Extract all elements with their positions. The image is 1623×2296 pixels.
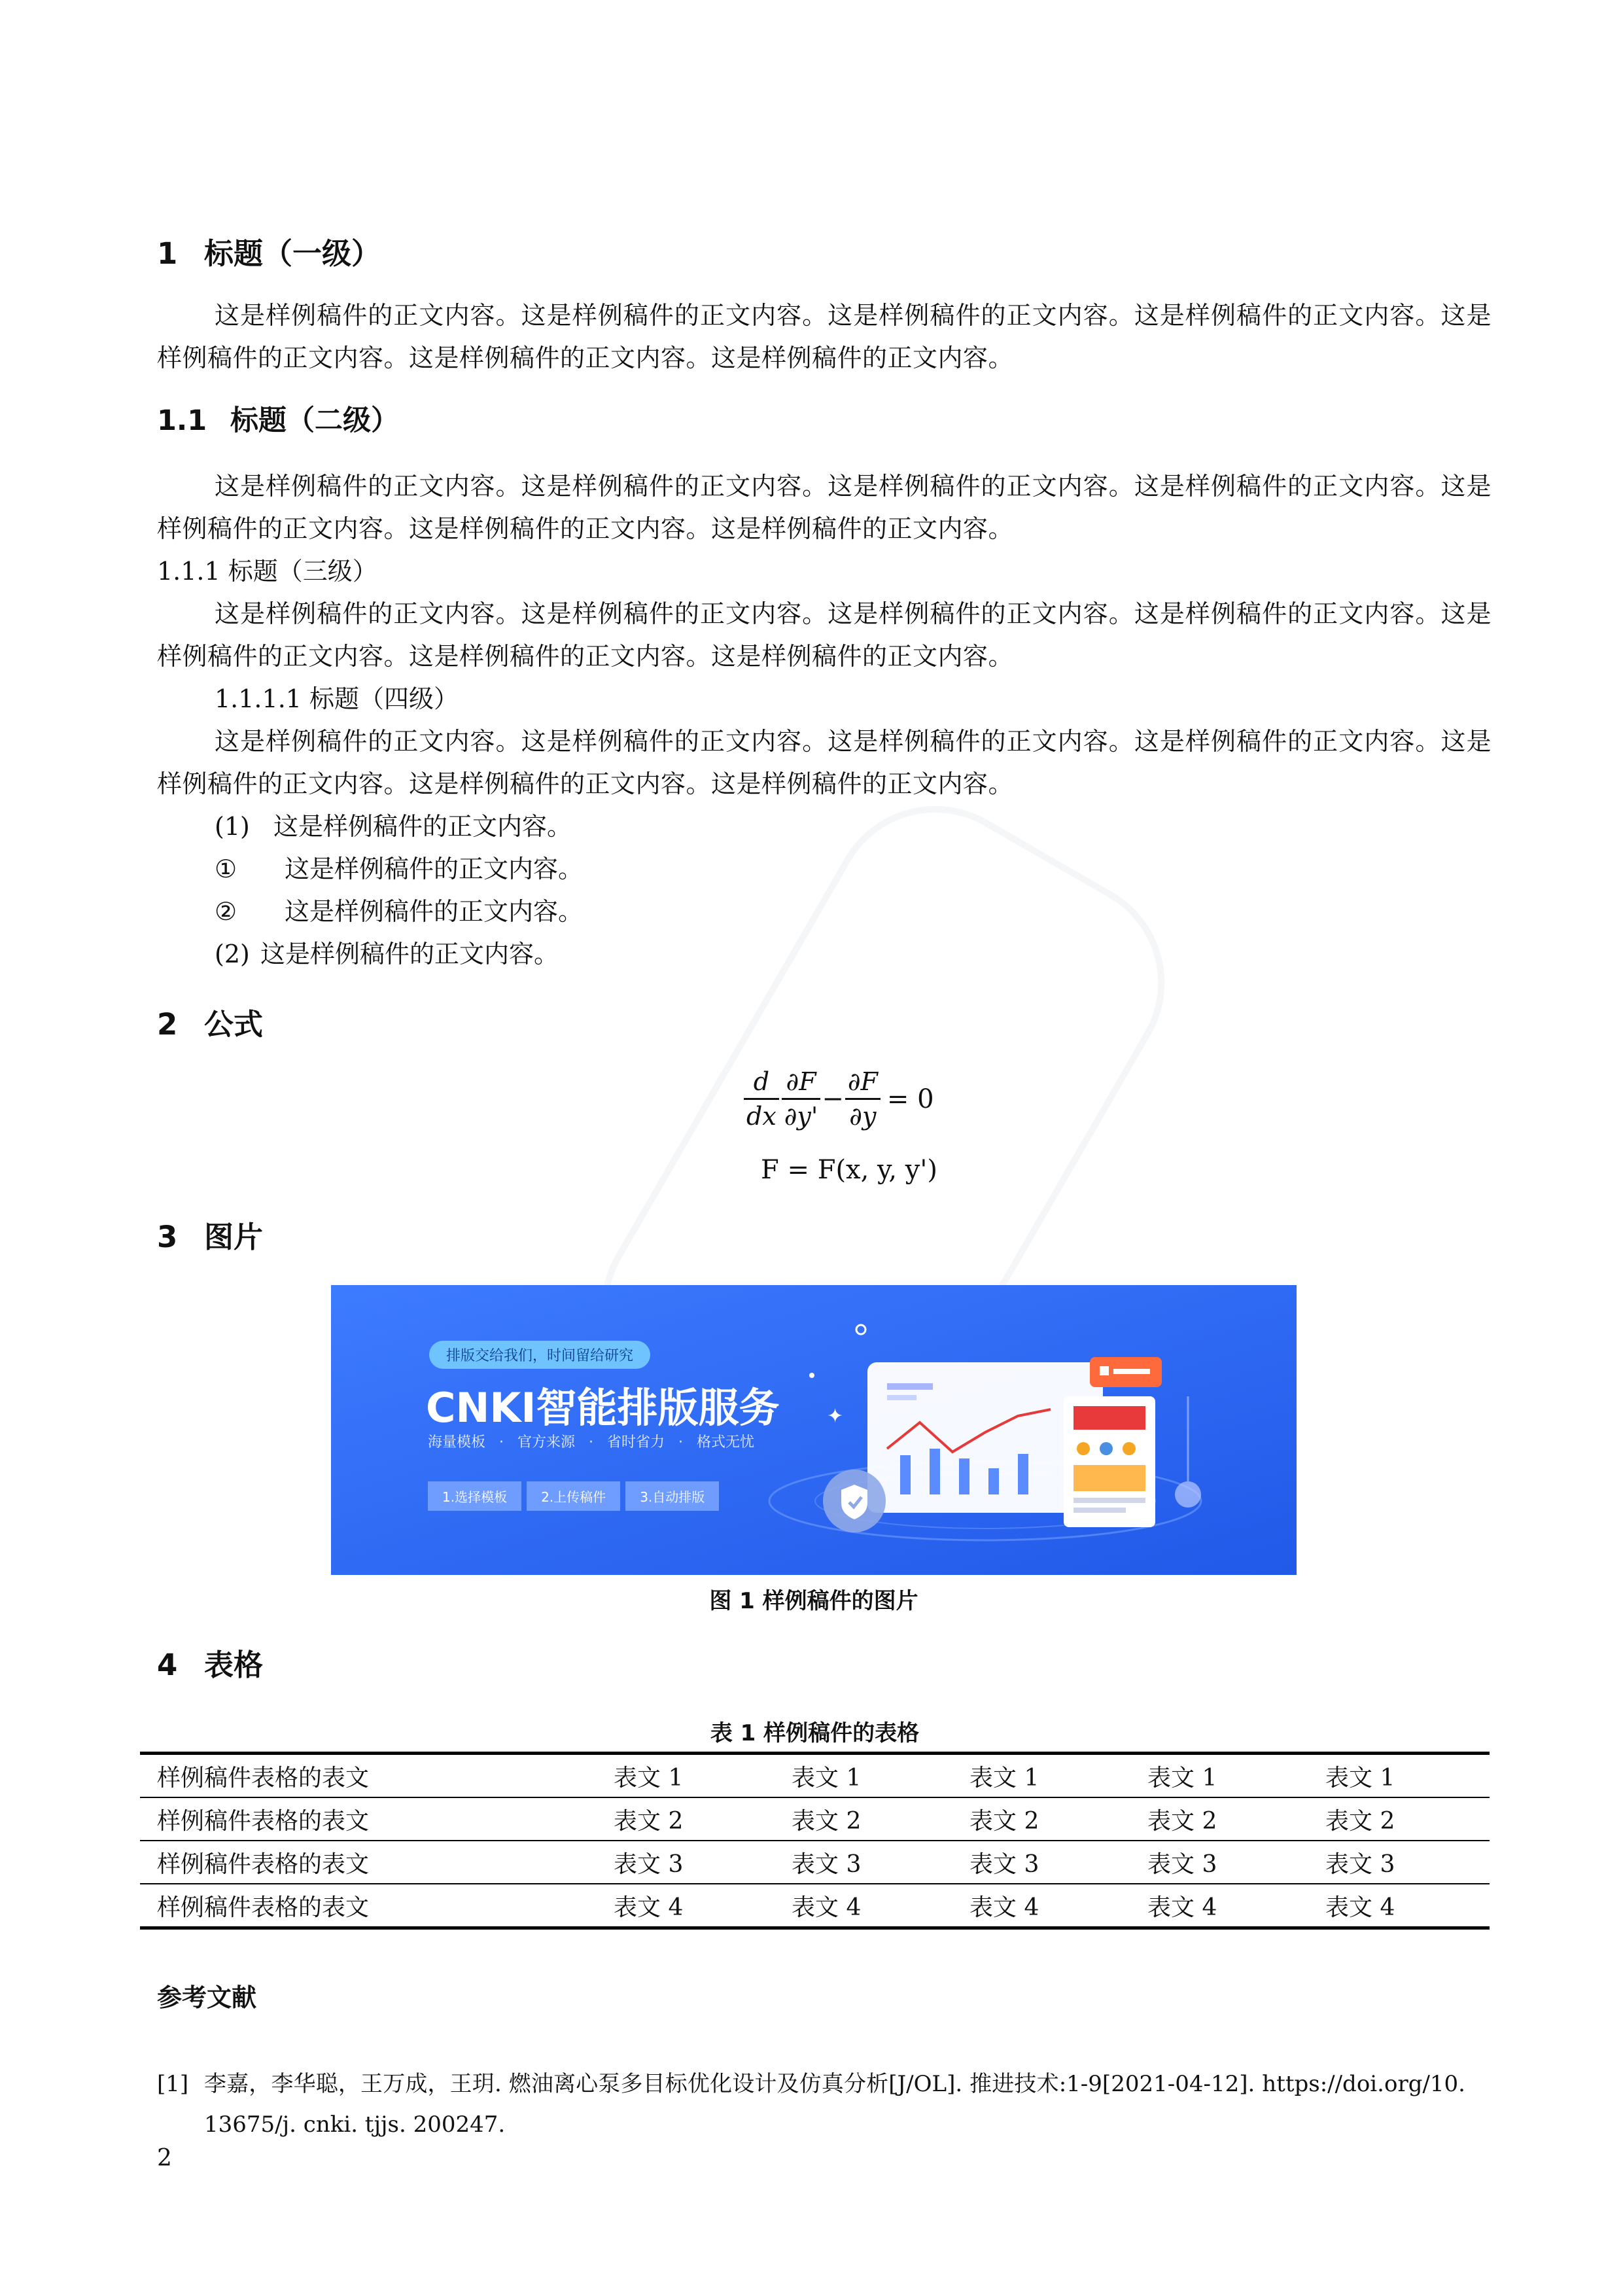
reference-index: [1]: [157, 2071, 189, 2097]
heading-number: 2: [157, 1007, 178, 1042]
table-cell: 表文 3: [1325, 1850, 1395, 1878]
step-1: 1.选择模板: [428, 1481, 521, 1511]
fraction-dF-dy: $\frac{\partial F}{\partial y}$: [845, 1065, 881, 1133]
list-text: 这是样例稿件的正文内容。: [285, 855, 584, 883]
list-item: [215, 891, 583, 933]
heading-level-1: [157, 1219, 263, 1256]
heading-level-1: [157, 1006, 263, 1043]
page-number: 2: [157, 2145, 172, 2172]
table-cell: 表文 2: [1325, 1807, 1395, 1835]
heading-title: 表格: [204, 1648, 264, 1682]
paragraph-text: 这是样例稿件的正文内容。这是样例稿件的正文内容。这是样例稿件的正文内容。这是样例稿件的正文内容。这是样例稿件的正文内容。这是样例稿件的正文内容。这是样例稿件的正文内容。: [157, 727, 1492, 798]
step-3: 3.自动排版: [625, 1481, 719, 1511]
list-marker: (2): [215, 940, 250, 968]
heading-number: 3: [157, 1220, 178, 1254]
table-cell: 样例稿件表格的表文: [157, 1807, 370, 1835]
table-cell: 表文 1: [792, 1764, 862, 1792]
svg-text:✦: ✦: [827, 1405, 844, 1428]
table-cell: 表文 1: [1325, 1764, 1395, 1792]
equation-1: [742, 1065, 934, 1133]
heading-number: 1.1.1.1: [215, 684, 302, 713]
banner-headline: CNKI智能排版服务: [426, 1384, 780, 1432]
body-paragraph: [157, 294, 1492, 380]
table-cell: 表文 2: [614, 1807, 684, 1835]
table-cell: 表文 2: [969, 1807, 1039, 1835]
table-cell: 表文 3: [1147, 1850, 1217, 1878]
heading-level-3: [157, 550, 377, 593]
heading-title: 标题（四级）: [309, 684, 459, 713]
heading-level-1: [157, 236, 381, 272]
table-cell: 样例稿件表格的表文: [157, 1764, 370, 1792]
table-cell: 表文 4: [1147, 1894, 1217, 1921]
figure-caption: 图 1 样例稿件的图片: [709, 1588, 918, 1614]
heading-title: 图片: [204, 1220, 264, 1254]
minus-sign: −: [822, 1084, 844, 1114]
promo-banner-image: [331, 1285, 1297, 1575]
paragraph-text: 这是样例稿件的正文内容。这是样例稿件的正文内容。这是样例稿件的正文内容。这是样例稿件的正文内容。这是样例稿件的正文内容。这是样例稿件的正文内容。这是样例稿件的正文内容。: [157, 472, 1492, 543]
heading-title: 标题（三级）: [228, 557, 377, 586]
heading-number: 1: [157, 236, 178, 271]
heading-level-1: [157, 1647, 263, 1684]
table-cell: 表文 3: [614, 1850, 684, 1878]
table-cell: 表文 3: [792, 1850, 862, 1878]
paragraph-text: 这是样例稿件的正文内容。这是样例稿件的正文内容。这是样例稿件的正文内容。这是样例稿件的正文内容。这是样例稿件的正文内容。这是样例稿件的正文内容。这是样例稿件的正文内容。: [157, 301, 1492, 372]
table-cell: 表文 1: [614, 1764, 684, 1792]
heading-title: 标题（一级）: [204, 236, 381, 271]
heading-number: 1.1.1: [157, 557, 220, 586]
table-cell: 表文 2: [1147, 1807, 1217, 1835]
paragraph-text: 这是样例稿件的正文内容。这是样例稿件的正文内容。这是样例稿件的正文内容。这是样例稿件的正文内容。这是样例稿件的正文内容。这是样例稿件的正文内容。这是样例稿件的正文内容。: [157, 599, 1492, 671]
table-cell: 表文 1: [1147, 1764, 1217, 1792]
list-item: [215, 848, 583, 891]
equation-2: [761, 1155, 937, 1185]
body-paragraph: [157, 593, 1492, 678]
list-text: 这是样例稿件的正文内容。: [285, 897, 584, 926]
heading-number: 1.1: [157, 404, 207, 437]
body-paragraph: [157, 465, 1492, 550]
list-text: 这是样例稿件的正文内容。: [260, 940, 559, 968]
reference-text: 李嘉，李华聪，王万成，王玥. 燃油离心泵多目标优化设计及仿真分析[J/OL]. 推进技术:1-9[2021-04-12]. https://doi.org/10. 13675/j. cnki. tjjs. 200247.: [204, 2071, 1465, 2138]
heading-number: 4: [157, 1648, 178, 1682]
banner-features: 海量模板 · 官方来源 · 省时省力 · 格式无忧: [428, 1434, 755, 1451]
list-item: [215, 805, 572, 848]
list-text: 这是样例稿件的正文内容。: [273, 812, 572, 841]
equation-2-text: F = F(x, y, y'): [761, 1155, 937, 1185]
fraction-d-dx: $\frac{d}{dx}$: [744, 1065, 779, 1133]
table-cell: 样例稿件表格的表文: [157, 1850, 370, 1878]
table-cell: 表文 4: [1325, 1894, 1395, 1921]
data-table: [140, 1752, 1490, 1930]
heading-title: 标题（二级）: [230, 404, 399, 437]
table-cell: 表文 4: [969, 1894, 1039, 1921]
table-cell: 样例稿件表格的表文: [157, 1894, 370, 1921]
banner-tag: 排版交给我们，时间留给研究: [429, 1341, 650, 1369]
table-cell: 表文 4: [792, 1894, 862, 1921]
body-paragraph: [157, 720, 1492, 805]
table-row: [140, 1841, 1490, 1884]
fraction-dF-dy-prime: $\frac{\partial F}{\partial y'}$: [782, 1065, 821, 1133]
step-2: 2.上传稿件: [527, 1481, 620, 1511]
list-item: [215, 933, 559, 976]
banner-steps: [428, 1481, 719, 1511]
table-cell: 表文 1: [969, 1764, 1039, 1792]
list-marker: (1): [215, 812, 250, 841]
table-cell: 表文 4: [614, 1894, 684, 1921]
references-heading: 参考文献: [157, 1983, 257, 2012]
heading-level-2: [157, 402, 399, 439]
list-marker: ①: [215, 855, 237, 883]
table-row: [140, 1884, 1490, 1928]
equation-rhs: = 0: [886, 1084, 934, 1114]
table-row: [140, 1797, 1490, 1841]
table-row: [140, 1754, 1490, 1798]
table-cell: 表文 3: [969, 1850, 1039, 1878]
list-marker: ②: [215, 897, 237, 926]
heading-title: 公式: [204, 1007, 264, 1042]
table-cell: 表文 2: [792, 1807, 862, 1835]
heading-level-4: [215, 678, 459, 720]
table-caption: 表 1 样例稿件的表格: [710, 1720, 920, 1746]
reference-item: [157, 2064, 1465, 2145]
